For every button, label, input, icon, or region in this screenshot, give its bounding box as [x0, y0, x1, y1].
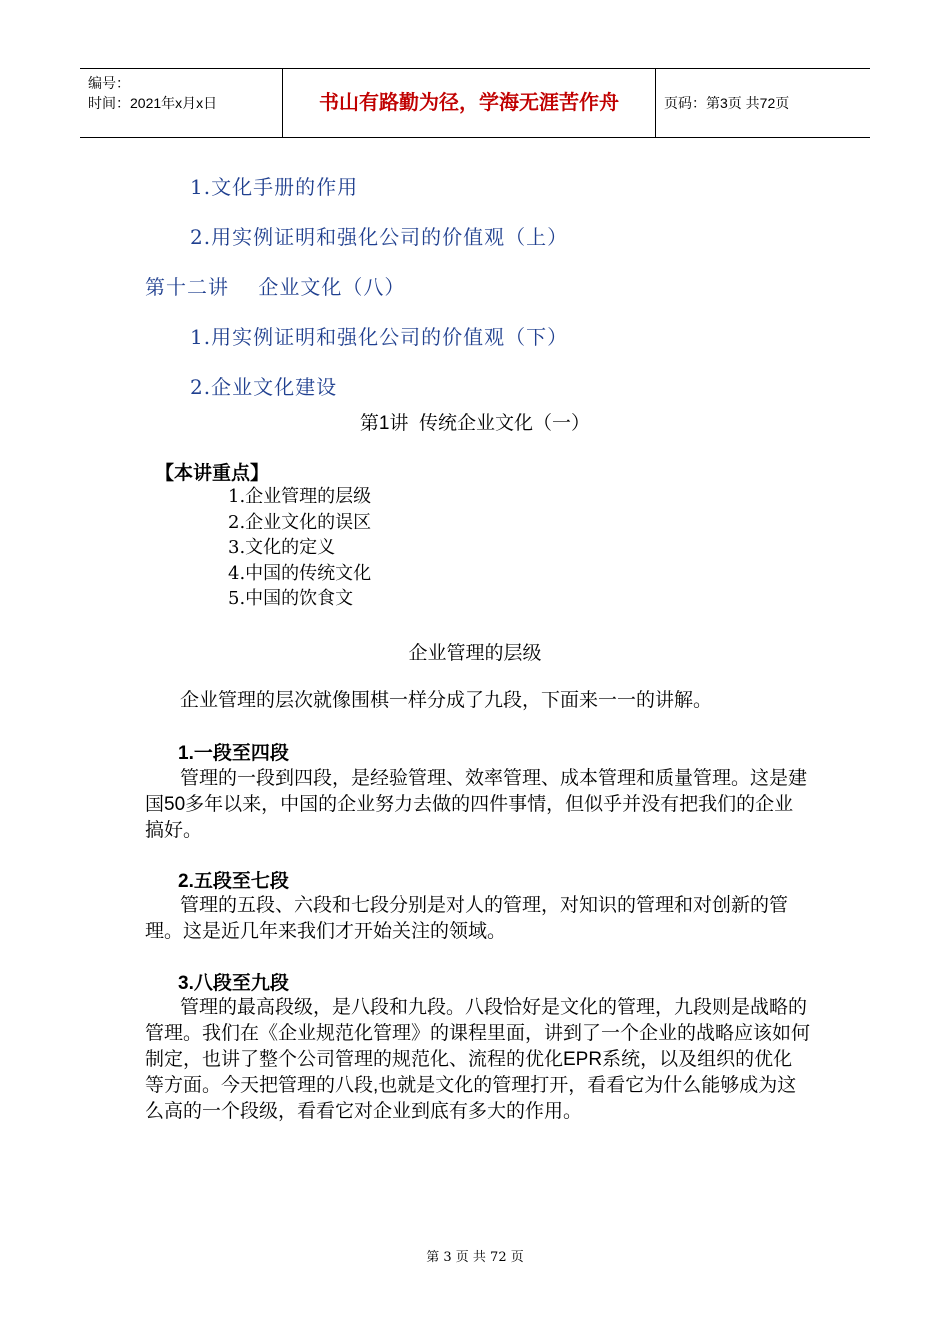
section-heading: 3.八段至九段: [178, 973, 289, 994]
section-heading: 1.一段至四段: [178, 743, 289, 764]
time-label: 时间：2021年x月x日: [88, 95, 218, 111]
toc-item: 2.用实例证明和强化公司的价值观（上）: [190, 225, 569, 249]
section-title: 企业管理的层级: [408, 643, 542, 664]
section-heading: 2.五段至七段: [178, 871, 289, 892]
key-point-item: 4.中国的传统文化: [228, 562, 372, 584]
header-page-info: 页码：第3页 共72页: [664, 95, 790, 111]
key-point-item: 1.企业管理的层级: [228, 486, 372, 507]
toc-lecture-heading: 第十二讲 企业文化（八）: [145, 275, 406, 299]
toc-item: 1.用实例证明和强化公司的价值观（下）: [190, 325, 569, 349]
header-meta-cell: [80, 69, 283, 137]
intro-paragraph: 企业管理的层次就像围棋一样分成了九段，下面来一一的讲解。: [180, 690, 713, 711]
key-point-item: 5.中国的饮食文: [228, 588, 354, 609]
key-point-item: 3.文化的定义: [228, 537, 336, 558]
key-points-heading: 【本讲重点】: [155, 463, 270, 484]
header-motto: 书山有路勤为径，学海无涯苦作舟: [283, 69, 656, 137]
section-body: 管理的最高段级，是八段和九段。八段恰好是文化的管理，九段则是战略的管理。我们在《企业规范化管理》的课程里面，讲到了一个企业的战略应该如何制定，也讲了整个公司管理的规范化、流程的优化EPR系统，以及组织的优化等方面。今天把管理的八段,也就是文化的管理打开，看看它为什么能够成为这么高的一个段级，看看它对企业到底有多大的作用。: [145, 997, 811, 1122]
section-body: 管理的五段、六段和七段分别是对人的管理，对知识的管理和对创新的管理。这是近几年来我们才开始关注的领域。: [145, 895, 789, 942]
page-header: [80, 68, 870, 138]
lecture-title: 第1讲 传统企业文化（一）: [359, 413, 591, 434]
section-body: 管理的一段到四段，是经验管理、效率管理、成本管理和质量管理。这是建国50多年以来，中国的企业努力去做的四件事情，但似乎并没有把我们的企业搞好。: [145, 768, 808, 841]
toc-item: 2.企业文化建设: [190, 375, 338, 399]
key-points-list: [228, 484, 371, 612]
number-label: 编号：: [88, 75, 130, 91]
key-point-item: 2.企业文化的误区: [228, 511, 372, 533]
page-footer: 第 3 页 共 72 页: [426, 1250, 524, 1265]
toc-item: 1.文化手册的作用: [190, 175, 359, 199]
